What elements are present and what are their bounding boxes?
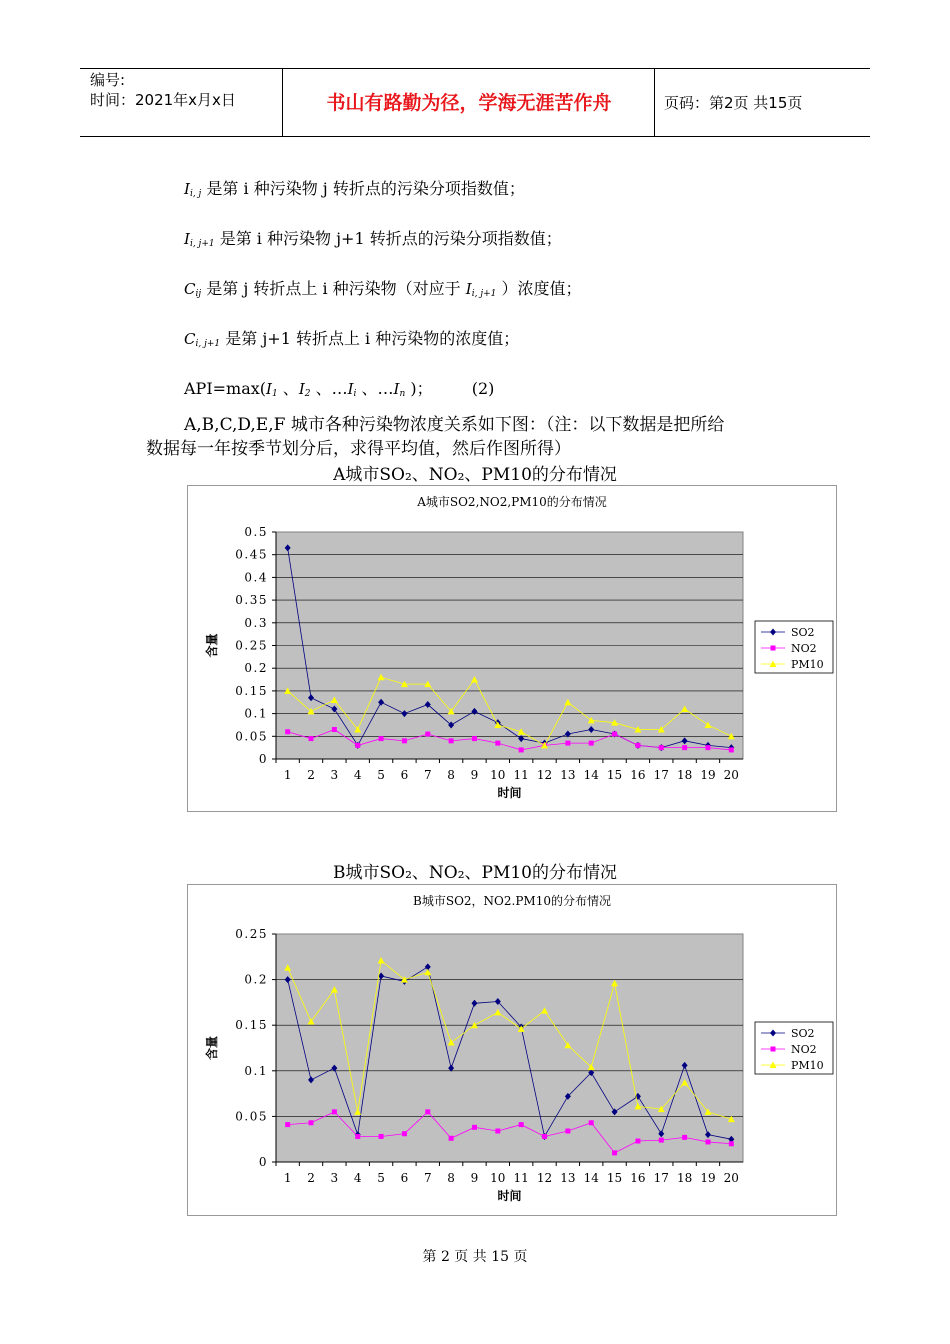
data-point xyxy=(705,1139,710,1144)
subscript: i, j xyxy=(189,189,202,199)
x-tick-label: 15 xyxy=(606,768,623,782)
y-tick-label: 0.4 xyxy=(244,570,268,585)
x-tick-label: 20 xyxy=(723,768,739,782)
header-bottom-rule xyxy=(80,136,870,137)
subscript: 2 xyxy=(304,389,311,399)
legend-marker xyxy=(771,1047,776,1052)
data-point xyxy=(589,1120,594,1125)
y-tick-label: 0.35 xyxy=(235,593,268,608)
data-point xyxy=(449,1136,454,1141)
data-point xyxy=(495,1128,500,1133)
data-point xyxy=(309,1120,314,1125)
x-tick-label: 13 xyxy=(560,768,576,782)
symbol: I xyxy=(465,280,472,298)
header-top-rule xyxy=(80,68,870,69)
legend-label: SO2 xyxy=(791,1027,815,1040)
data-point xyxy=(402,738,407,743)
x-tick-label: 19 xyxy=(700,768,716,782)
data-point xyxy=(729,1141,734,1146)
page-footer: 第 2 页 共 15 页 xyxy=(422,1249,528,1265)
definition-text: 是第 i 种污染物 j+1 转折点的污染分项指数值； xyxy=(219,229,562,248)
symbol: C xyxy=(184,280,196,298)
data-point xyxy=(729,747,734,752)
data-point xyxy=(402,1131,407,1136)
header-motto: 书山有路勤为径，学海无涯苦作舟 xyxy=(326,92,612,114)
subscript: 1 xyxy=(271,389,278,399)
x-axis-label: 时间 xyxy=(497,1189,522,1203)
subscript: ij xyxy=(195,289,202,299)
definition-line-2 xyxy=(184,226,562,249)
chart-title: B城市SO2，NO2.PM10的分布情况 xyxy=(413,894,611,908)
x-tick-label: 11 xyxy=(513,1171,529,1185)
x-tick-label: 17 xyxy=(653,768,669,782)
y-tick-label: 0.2 xyxy=(244,972,268,987)
data-point xyxy=(682,1135,687,1140)
definition-text: ）浓度值； xyxy=(501,279,582,298)
x-tick-label: 5 xyxy=(377,1171,385,1185)
x-tick-label: 6 xyxy=(400,768,409,782)
x-tick-label: 16 xyxy=(630,768,646,782)
chart-b-frame xyxy=(187,884,837,1216)
y-tick-label: 0 xyxy=(258,1155,268,1169)
data-point xyxy=(379,1134,384,1139)
x-axis-label: 时间 xyxy=(497,786,522,800)
data-point xyxy=(285,1122,290,1127)
data-point xyxy=(379,736,384,741)
symbol: I xyxy=(184,180,190,198)
legend-label: SO2 xyxy=(791,626,815,639)
data-point xyxy=(449,738,454,743)
y-tick-label: 0.1 xyxy=(244,706,268,721)
header-page-info: 页码：第2页 共15页 xyxy=(664,94,803,112)
x-tick-label: 13 xyxy=(560,1171,576,1185)
y-tick-label: 0 xyxy=(258,752,268,766)
formula-text: … xyxy=(377,379,394,398)
data-point xyxy=(565,741,570,746)
data-point xyxy=(495,741,500,746)
legend-label: PM10 xyxy=(791,1059,824,1072)
y-tick-label: 0.3 xyxy=(244,615,268,630)
y-axis-label: 含量 xyxy=(205,1035,219,1061)
api-formula xyxy=(184,376,494,399)
data-point xyxy=(519,747,524,752)
chart-title: A城市SO2,NO2,PM10的分布情况 xyxy=(417,495,607,509)
y-tick-label: 0.45 xyxy=(235,547,268,562)
definition-line-1 xyxy=(184,176,525,199)
formula-text: )； xyxy=(410,379,433,398)
data-point xyxy=(612,732,617,737)
x-tick-label: 4 xyxy=(353,768,362,782)
x-tick-label: 14 xyxy=(583,768,599,782)
data-point xyxy=(705,745,710,750)
subscript: i xyxy=(353,389,357,399)
data-point xyxy=(682,745,687,750)
definition-line-4 xyxy=(184,326,519,349)
y-tick-label: 0.15 xyxy=(235,683,268,698)
x-tick-label: 5 xyxy=(377,768,385,782)
doc-number-label: 编号: xyxy=(90,71,126,89)
y-tick-label: 0.25 xyxy=(235,927,268,941)
x-tick-label: 6 xyxy=(400,1171,409,1185)
x-tick-label: 2 xyxy=(307,1171,315,1185)
x-tick-label: 2 xyxy=(307,768,315,782)
y-tick-label: 0.1 xyxy=(244,1063,268,1078)
x-tick-label: 1 xyxy=(283,768,292,782)
symbol: I xyxy=(298,380,305,398)
formula-number: (2) xyxy=(471,379,495,398)
x-tick-label: 19 xyxy=(700,1171,716,1185)
data-point xyxy=(659,1138,664,1143)
symbol: I xyxy=(347,380,354,398)
x-tick-label: 11 xyxy=(513,768,529,782)
intro-line-2: 数据每一年按季节划分后，求得平均值，然后作图所得） xyxy=(146,439,571,459)
formula-text: API=max( xyxy=(184,379,267,398)
data-point xyxy=(425,1109,430,1114)
definition-text: 是第 j 转折点上 i 种污染物（对应于 xyxy=(206,279,461,298)
y-axis-label: 含量 xyxy=(205,633,219,658)
y-tick-label: 0.2 xyxy=(244,661,268,676)
x-tick-label: 10 xyxy=(490,768,506,782)
legend-label: PM10 xyxy=(791,658,824,671)
data-point xyxy=(612,1150,617,1155)
formula-text: 、 xyxy=(282,379,299,398)
data-point xyxy=(519,1122,524,1127)
x-tick-label: 18 xyxy=(676,768,693,782)
data-point xyxy=(635,1139,640,1144)
x-tick-label: 10 xyxy=(490,1171,506,1185)
header-divider xyxy=(282,68,283,136)
legend-marker xyxy=(771,646,776,651)
definition-line-3 xyxy=(184,276,582,299)
x-tick-label: 9 xyxy=(470,1171,479,1185)
data-point xyxy=(285,729,290,734)
x-tick-label: 8 xyxy=(447,1171,455,1185)
data-point xyxy=(472,1125,477,1130)
x-tick-label: 12 xyxy=(536,1171,553,1185)
formula-text: 、 xyxy=(315,379,332,398)
subscript: n xyxy=(399,389,406,399)
x-tick-label: 15 xyxy=(606,1171,623,1185)
y-tick-label: 0.25 xyxy=(235,638,268,653)
symbol: I xyxy=(184,230,190,248)
data-point xyxy=(355,743,360,748)
data-point xyxy=(355,1134,360,1139)
x-tick-label: 8 xyxy=(447,768,455,782)
data-point xyxy=(565,1128,570,1133)
data-point xyxy=(332,1109,337,1114)
y-tick-label: 0.05 xyxy=(235,729,268,744)
subscript: i, j+1 xyxy=(195,339,221,349)
data-point xyxy=(635,743,640,748)
x-tick-label: 9 xyxy=(470,768,479,782)
data-point xyxy=(542,1134,547,1139)
data-point xyxy=(332,727,337,732)
data-point xyxy=(659,745,664,750)
legend-label: NO2 xyxy=(791,1043,817,1056)
x-tick-label: 16 xyxy=(630,1171,646,1185)
intro-line-1: A,B,C,D,E,F 城市各种污染物浓度关系如下图：（注：以下数据是把所给 xyxy=(184,415,725,435)
subscript: i, j+1 xyxy=(189,239,215,249)
doc-date: 时间：2021年x月x日 xyxy=(90,91,236,109)
x-tick-label: 17 xyxy=(653,1171,669,1185)
header-divider xyxy=(654,68,655,136)
definition-text: 是第 j+1 转折点上 i 种污染物的浓度值； xyxy=(225,329,520,348)
x-tick-label: 3 xyxy=(330,1171,339,1185)
x-tick-label: 18 xyxy=(676,1171,693,1185)
legend-label: NO2 xyxy=(791,642,817,655)
chart-a-caption: A城市SO₂、NO₂、PM10的分布情况 xyxy=(333,465,617,485)
symbol: I xyxy=(266,380,272,398)
formula-text: … xyxy=(331,379,348,398)
y-tick-label: 0.5 xyxy=(244,525,268,539)
data-point xyxy=(472,736,477,741)
formula-text: 、 xyxy=(361,379,378,398)
x-tick-label: 7 xyxy=(423,1171,432,1185)
x-tick-label: 12 xyxy=(536,768,553,782)
symbol: C xyxy=(184,330,196,348)
x-tick-label: 3 xyxy=(330,768,339,782)
header-meta xyxy=(90,70,236,110)
x-tick-label: 1 xyxy=(283,1171,292,1185)
chart-a xyxy=(188,486,836,811)
data-point xyxy=(425,732,430,737)
data-point xyxy=(309,736,314,741)
y-tick-label: 0.15 xyxy=(235,1018,268,1033)
x-tick-label: 14 xyxy=(583,1171,599,1185)
chart-a-frame xyxy=(187,485,837,812)
subscript: i, j+1 xyxy=(471,289,497,299)
x-tick-label: 20 xyxy=(723,1171,739,1185)
symbol: I xyxy=(393,380,400,398)
chart-b xyxy=(188,885,836,1215)
chart-b-caption: B城市SO₂、NO₂、PM10的分布情况 xyxy=(333,863,617,883)
definition-text: 是第 i 种污染物 j 转折点的污染分项指数值； xyxy=(206,179,525,198)
y-tick-label: 0.05 xyxy=(235,1109,268,1124)
x-tick-label: 7 xyxy=(423,768,432,782)
x-tick-label: 4 xyxy=(353,1171,362,1185)
data-point xyxy=(589,741,594,746)
